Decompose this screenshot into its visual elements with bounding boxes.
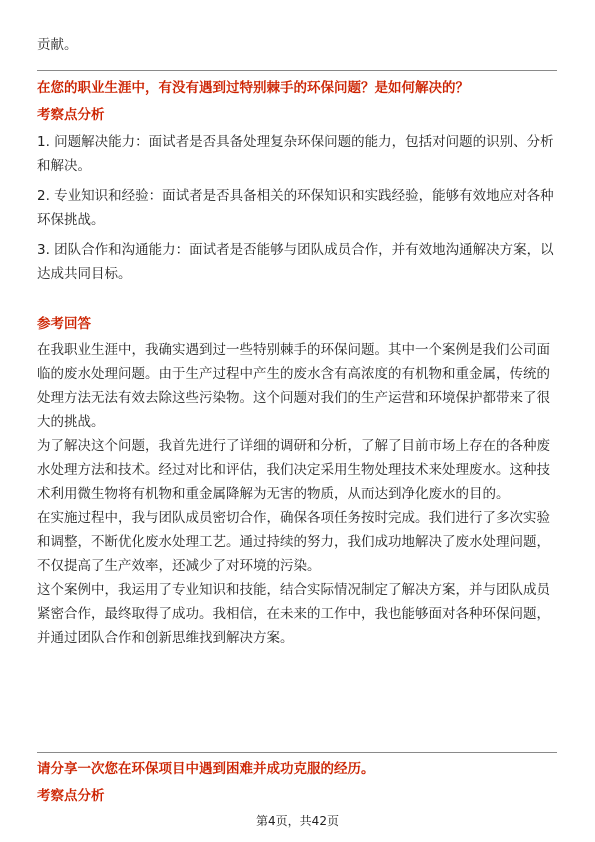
answer-paragraph: 在实施过程中，我与团队成员密切合作，确保各项任务按时完成。我们进行了多次实验和调整，不断优化废水处理工艺。通过持续的努力，我们成功地解决了废水处理问题，不仅提高了生产效率，还减少了对环境的污染。	[37, 510, 550, 574]
answer-body	[37, 338, 557, 650]
analysis-point: 2. 专业知识和经验：面试者是否具备相关的环保知识和实践经验，能够有效地应对各种环保挑战。	[37, 188, 554, 228]
question-heading: 请分享一次您在环保项目中遇到困难并成功克服的经历。	[37, 761, 375, 777]
question-heading: 在您的职业生涯中，有没有遇到过特别棘手的环保问题？是如何解决的？	[37, 80, 469, 96]
analysis-heading: 考察点分析	[37, 107, 105, 123]
answer-paragraph: 为了解决这个问题，我首先进行了详细的调研和分析，了解了目前市场上存在的各种废水处理方法和技术。经过对比和评估，我们决定采用生物处理技术来处理废水。这种技术利用微生物将有机物和重金属降解为无害的物质，从而达到净化废水的目的。	[37, 438, 550, 502]
analysis-points	[37, 130, 557, 286]
divider	[37, 752, 557, 753]
analysis-point: 3. 团队合作和沟通能力：面试者是否能够与团队成员合作，并有效地沟通解决方案，以达成共同目标。	[37, 242, 554, 282]
analysis-heading: 考察点分析	[37, 788, 105, 804]
divider	[37, 70, 557, 71]
answer-heading: 参考回答	[37, 316, 91, 332]
continued-text: 贡献。	[37, 37, 78, 53]
answer-paragraph: 这个案例中，我运用了专业知识和技能，结合实际情况制定了解决方案，并与团队成员紧密合作，最终取得了成功。我相信，在未来的工作中，我也能够面对各种环保问题，并通过团队合作和创新思维找到解决方案。	[37, 582, 550, 646]
page-number: 第4页，共42页	[256, 814, 339, 828]
answer-paragraph: 在我职业生涯中，我确实遇到过一些特别棘手的环保问题。其中一个案例是我们公司面临的废水处理问题。由于生产过程中产生的废水含有高浓度的有机物和重金属，传统的处理方法无法有效去除这些污染物。这个问题对我们的生产运营和环境保护都带来了很大的挑战。	[37, 342, 550, 430]
analysis-point: 1. 问题解决能力：面试者是否具备处理复杂环保问题的能力，包括对问题的识别、分析和解决。	[37, 134, 554, 174]
